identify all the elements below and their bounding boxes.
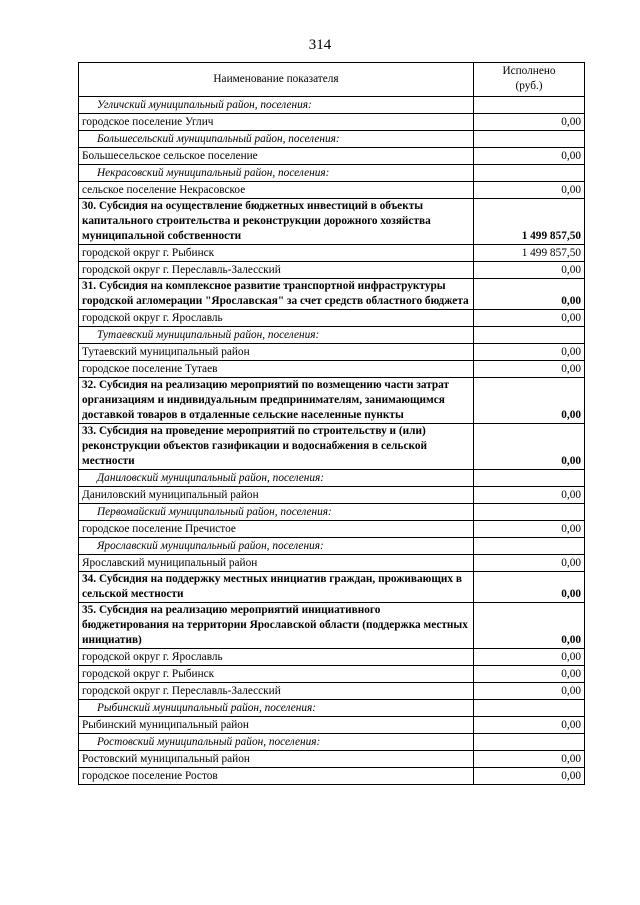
row-value: [474, 131, 585, 148]
group-row: [79, 538, 585, 555]
header-value-column: [474, 63, 585, 97]
row-name: городской округ г. Рыбинск: [79, 666, 474, 683]
group-title: Даниловский муниципальный район, поселения:: [79, 470, 474, 487]
row-name: городской округ г. Переславль-Залесский: [79, 262, 474, 279]
section-title: 34. Субсидия на поддержку местных инициатив граждан, проживающих в сельской местности: [79, 572, 474, 603]
row-value: [474, 327, 585, 344]
row-name: Рыбинский муниципальный район: [79, 717, 474, 734]
table-row: [79, 683, 585, 700]
group-row: [79, 97, 585, 114]
row-name: городское поселение Тутаев: [79, 361, 474, 378]
row-name: городское поселение Углич: [79, 114, 474, 131]
table-row: [79, 649, 585, 666]
row-name: городское поселение Пречистое: [79, 521, 474, 538]
table-row: [79, 245, 585, 262]
group-title: Большесельский муниципальный район, поселения:: [79, 131, 474, 148]
table-row: [79, 487, 585, 504]
group-title: Рыбинский муниципальный район, поселения:: [79, 700, 474, 717]
section-title: 33. Субсидия на проведение мероприятий по строительству и (или) реконструкции объектов газификации и водоснабжения в сельской местности: [79, 424, 474, 470]
row-value: 0,00: [474, 666, 585, 683]
section-title: 35. Субсидия на реализацию мероприятий инициативного бюджетирования на территории Ярославской области (поддержка местных инициатив): [79, 603, 474, 649]
row-value: 0,00: [474, 521, 585, 538]
row-name: Ростовский муниципальный район: [79, 751, 474, 768]
row-value: 0,00: [474, 114, 585, 131]
table-row: [79, 182, 585, 199]
group-title: Ярославский муниципальный район, поселения:: [79, 538, 474, 555]
row-value: 0,00: [474, 603, 585, 649]
table-row: [79, 521, 585, 538]
group-row: [79, 131, 585, 148]
table-row: [79, 344, 585, 361]
table-row: [79, 262, 585, 279]
header-value-unit: (руб.): [515, 80, 543, 92]
row-value: 0,00: [474, 424, 585, 470]
row-name: городское поселение Ростов: [79, 768, 474, 785]
group-row: [79, 700, 585, 717]
row-value: 0,00: [474, 751, 585, 768]
report-table-body: [79, 63, 585, 785]
section-row: [79, 199, 585, 245]
section-row: [79, 603, 585, 649]
table-row: [79, 751, 585, 768]
table-row: [79, 361, 585, 378]
header-name-column: Наименование показателя: [79, 63, 474, 97]
section-row: [79, 378, 585, 424]
row-value: 0,00: [474, 649, 585, 666]
group-row: [79, 504, 585, 521]
report-table: [78, 62, 585, 785]
row-name: городской округ г. Рыбинск: [79, 245, 474, 262]
row-value: [474, 504, 585, 521]
row-value: [474, 538, 585, 555]
row-value: [474, 165, 585, 182]
table-row: [79, 555, 585, 572]
table-row: [79, 114, 585, 131]
row-value: 0,00: [474, 555, 585, 572]
row-value: 0,00: [474, 487, 585, 504]
row-value: 0,00: [474, 182, 585, 199]
row-value: 0,00: [474, 262, 585, 279]
row-name: городской округ г. Переславль-Залесский: [79, 683, 474, 700]
row-value: 0,00: [474, 683, 585, 700]
section-row: [79, 424, 585, 470]
group-title: Ростовский муниципальный район, поселения:: [79, 734, 474, 751]
group-title: Первомайский муниципальный район, поселения:: [79, 504, 474, 521]
table-row: [79, 310, 585, 327]
group-row: [79, 734, 585, 751]
row-name: Ярославский муниципальный район: [79, 555, 474, 572]
group-title: Угличский муниципальный район, поселения:: [79, 97, 474, 114]
group-title: Тутаевский муниципальный район, поселения:: [79, 327, 474, 344]
section-title: 32. Субсидия на реализацию мероприятий по возмещению части затрат организациям и индивидуальным предпринимателям, занимающимся доставкой товаров в отдаленные сельские населенные пункты: [79, 378, 474, 424]
row-value: 0,00: [474, 361, 585, 378]
section-row: [79, 572, 585, 603]
section-row: [79, 279, 585, 310]
row-name: городской округ г. Ярославль: [79, 310, 474, 327]
row-name: сельское поселение Некрасовское: [79, 182, 474, 199]
row-value: [474, 470, 585, 487]
table-row: [79, 717, 585, 734]
row-value: 0,00: [474, 768, 585, 785]
section-title: 31. Субсидия на комплексное развитие транспортной инфраструктуры городской агломерации "Ярославская" за счет средств областного бюджета: [79, 279, 474, 310]
group-row: [79, 470, 585, 487]
row-name: Даниловский муниципальный район: [79, 487, 474, 504]
row-value: 1 499 857,50: [474, 199, 585, 245]
row-name: городской округ г. Ярославль: [79, 649, 474, 666]
row-value: 0,00: [474, 717, 585, 734]
header-value-label: Исполнено: [502, 65, 556, 77]
row-name: Тутаевский муниципальный район: [79, 344, 474, 361]
row-name: Большесельское сельское поселение: [79, 148, 474, 165]
page-number: 314: [308, 37, 332, 53]
row-value: [474, 700, 585, 717]
row-value: 0,00: [474, 310, 585, 327]
row-value: 0,00: [474, 148, 585, 165]
row-value: [474, 734, 585, 751]
group-row: [79, 165, 585, 182]
row-value: 0,00: [474, 378, 585, 424]
row-value: 0,00: [474, 344, 585, 361]
section-title: 30. Субсидия на осуществление бюджетных инвестиций в объекты капитального строительства и реконструкции дорожного хозяйства муниципальной собственности: [79, 199, 474, 245]
table-header-row: [79, 63, 585, 97]
table-row: [79, 148, 585, 165]
group-title: Некрасовский муниципальный район, поселения:: [79, 165, 474, 182]
row-value: 0,00: [474, 572, 585, 603]
row-value: 0,00: [474, 279, 585, 310]
table-row: [79, 768, 585, 785]
group-row: [79, 327, 585, 344]
row-value: 1 499 857,50: [474, 245, 585, 262]
row-value: [474, 97, 585, 114]
table-row: [79, 666, 585, 683]
